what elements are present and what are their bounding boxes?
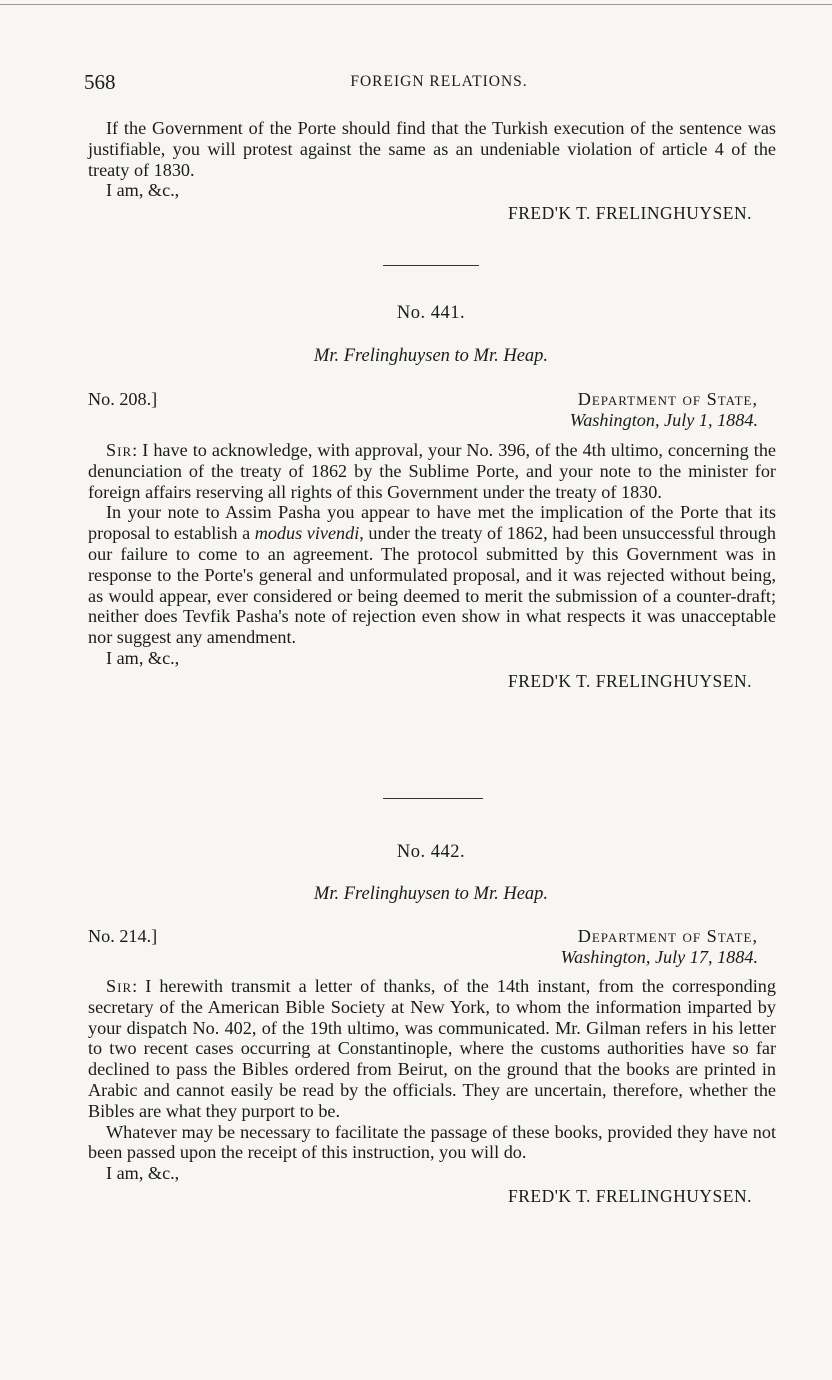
letter-body [88, 440, 776, 692]
letter-reference-row [88, 926, 758, 970]
letter-closing: I am, &c., [106, 1163, 180, 1184]
section-divider [383, 265, 479, 266]
letter-closing: I am, &c., [106, 647, 180, 668]
section-divider [383, 798, 483, 799]
intro-paragraph: If the Government of the Porte should find that the Turkish execution of the sentence was justifiable, you will protest against the same as an undeniable violation of article 4 of the treaty of 1830. [88, 118, 776, 180]
sender-block [561, 926, 758, 968]
paragraph-text: : I herewith transmit a letter of thanks, of the 14th instant, from the corresponding secretary of the American Bible Society at New York, to whom the information imparted by your dispatch No. 402, of the 19th ultimo, was communicated. Mr. Gilman refers in his letter to two recent cases occurring at Constantinople, where the customs authorities have so far declined to pass the Bibles ordered from Beirut, on the ground that the books are printed in Arabic and cannot easily be read by the officials. They are uncertain, therefore, whether the Bibles are what they purport to be. [88, 976, 776, 1121]
letter-paragraph: Whatever may be necessary to facilitate the passage of these books, provided they have not been passed upon the receipt of this instruction, you will do. [88, 1121, 776, 1163]
place-date: Washington, July 1, 1884. [569, 410, 758, 430]
letter-paragraph [88, 440, 776, 502]
intro-closing: I am, &c., [106, 180, 180, 201]
letter-heading: Mr. Frelinghuysen to Mr. Heap. [313, 346, 549, 366]
salutation: Sir [106, 440, 133, 460]
place-date: Washington, July 17, 1884. [560, 947, 758, 967]
salutation: Sir [106, 976, 133, 996]
letter-signature: FRED'K T. FRELINGHUYSEN. [508, 1185, 752, 1206]
intro-section [88, 118, 776, 224]
dispatch-number: No. 214.] [88, 926, 158, 946]
letter-reference-row [88, 389, 758, 433]
letter-body [88, 976, 776, 1207]
sender-block [570, 389, 758, 431]
intro-signature: FRED'K T. FRELINGHUYSEN. [508, 203, 752, 224]
page-header [84, 70, 774, 100]
letter-number: No. 441. [396, 303, 466, 323]
dispatch-number: No. 208.] [88, 389, 158, 409]
top-border-line [0, 4, 832, 5]
letter-paragraph: In your note to Assim Pasha you appear to have met the implication of the Porte that its proposal to establish a modus vivendi, under the treaty of 1862, had been unsuccessful through our failure to come to an agreement. The protocol submitted by this Government was in response to the Porte's general and unformulated proposal, and it was rejected without being, as would appear, ever considered or being deemed to merit the submission of a counter-draft; neither does Tevfik Pasha's note of rejection even show in what respects it was unacceptable nor suggest any amendment. [88, 502, 776, 648]
letter-heading: Mr. Frelinghuysen to Mr. Heap. [313, 884, 549, 904]
letter-number: No. 442. [396, 842, 466, 862]
paragraph-text: : I have to acknowledge, with approval, your No. 396, of the 4th ultimo, concerning the denunciation of the treaty of 1862 by the Sublime Porte, and your note to the minister for foreign affairs reserving all rights of this Government under the treaty of 1830. [88, 440, 776, 502]
letter-signature: FRED'K T. FRELINGHUYSEN. [508, 670, 752, 691]
letter-paragraph [88, 976, 776, 1122]
department-name: Department of State, [577, 926, 758, 946]
running-title: FOREIGN RELATIONS. [350, 73, 528, 90]
department-name: Department of State, [577, 389, 758, 409]
italic-phrase: modus vivendi [254, 523, 360, 544]
page-number: 568 [84, 70, 116, 94]
